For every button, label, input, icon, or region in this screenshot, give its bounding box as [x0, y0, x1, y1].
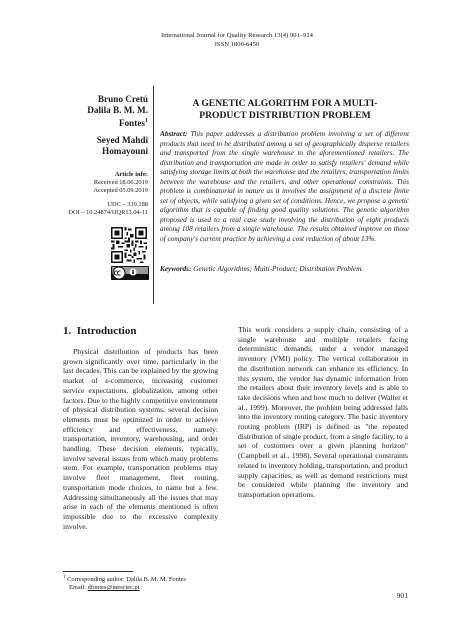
column-divider [153, 86, 154, 304]
udc-code: UDC – 339.188 [107, 201, 148, 209]
footnote-rule [63, 571, 133, 572]
qr-code-icon [111, 227, 147, 263]
abstract-label: Abstract: [160, 130, 188, 138]
journal-citation: International Journal for Quality Research 13(4) 901–914 [161, 32, 313, 39]
keywords [160, 265, 409, 275]
journal-header [0, 32, 474, 49]
author-name-2b: Fontes$^1$ [118, 118, 148, 129]
keywords-text: Genetic Algorithms; Multi-Product; Distribution Problem. [193, 265, 364, 273]
footnote-marker: 1 [63, 575, 66, 580]
cc-by-icon [111, 266, 149, 280]
author-name-1: Bruno Cretú [97, 94, 148, 104]
title-line-1: A GENETIC ALGORITHM FOR A MULTI- [192, 98, 378, 109]
author-info-column [58, 94, 148, 217]
article-info-label: Article info: [114, 171, 148, 179]
section-heading: 1. Introduction [63, 325, 137, 337]
keywords-label: Keywords: [160, 265, 192, 273]
abstract [160, 130, 409, 245]
accepted-date: Accepted 05.09.2019 [93, 186, 148, 194]
title-line-2: PRODUCT DISTRIBUTION PROBLEM [199, 109, 371, 121]
body-left-column: Physical distribution of products has been grown significantly over time, particularly in the last decades. This can be explained by the growing market of e-commerce, increasing customer service expectations, globalization, among other factors. Due to the highly competitive environment of physical distribution systems, several decision elements must be optimized in order to achieve efficiency and effectiveness, namely: transportation, inventory, warehousing, and order handling. These decision elements, typically, involve several issues from which many problems stem. For example, transportation problems may involve fleet management, fleet routing, transportation mode choices, to name but a few. Addressing simultaneously all the issues that may arise in each of the elements mentioned is often impossible due to the excessive complexity involve. [63, 347, 218, 531]
doi-code: DOI – 10.24874/IJQR13.04-11 [68, 209, 148, 217]
page-number: 901 [396, 591, 408, 600]
paper-title [160, 98, 410, 121]
body-right-column: This work considers a supply chain, consisting of a single warehouse and multiple retailers facing deterministic demands, under a vendor managed inventory (VMI) policy. The vertical collaboration in the distribution network can enhance its efficiency. In this system, the vendor has dynamic information from the retailers about their inventory levels and is able to take decisions when and how much to deliver (Waller et al., 1999). Moreover, the problem being addressed falls into the inventory routing category. The basic inventory routing problem (IRP) is defined as "the repeated distribution of single product, from a single facility, to a set of customers over a given planning horizon" (Campbell et al., 1998). Several operational constraints related to inventory holding, transportation, and product supply capacities, as well as demand restrictions must be considered while planning the inventory and transportation operations. [238, 325, 408, 499]
footnote-email-link[interactable]: dfontes@inesctec.pt [87, 584, 140, 592]
footnote-author: Corresponding author: Dalila B. M. M. Fontes [67, 576, 186, 584]
received-date: Received 18.06.2019 [93, 178, 148, 186]
footnote-email-label: Email: [69, 584, 88, 592]
author-name-3a: Seyed Mahdi [96, 134, 148, 145]
author-name-3b: Homayouni [102, 145, 148, 156]
footnote [63, 574, 186, 593]
journal-issn: ISSN 1800-6450 [214, 40, 260, 48]
abstract-text: This paper addresses a distribution problem involving a set of different products that need to be distributed among a set of geographically disperse retailers and transported from the single warehouse to the aforementioned retailers. The distribution and transportation are made in order to satisfy retailers' demand while satisfying storage limits at both the warehouse and the retailers, transportation limits between the warehouse and the retailers, and other operational constraints. This problem is combinatorial in nature as it involves the assignment of a discrete finite set of objects, while satisfying a given set of conditions. Hence, we propose a genetic algorithm that is capable of finding good quality solutions. The genetic algorithm proposed is used to a real case study involving the distribution of eight products among 108 retailers from a single warehouse. The results obtained improve on those of company's current practice by achieving a cost reduction of about 13%. [160, 130, 410, 244]
author-name-2a: Dalila B. M. M. [87, 105, 148, 116]
